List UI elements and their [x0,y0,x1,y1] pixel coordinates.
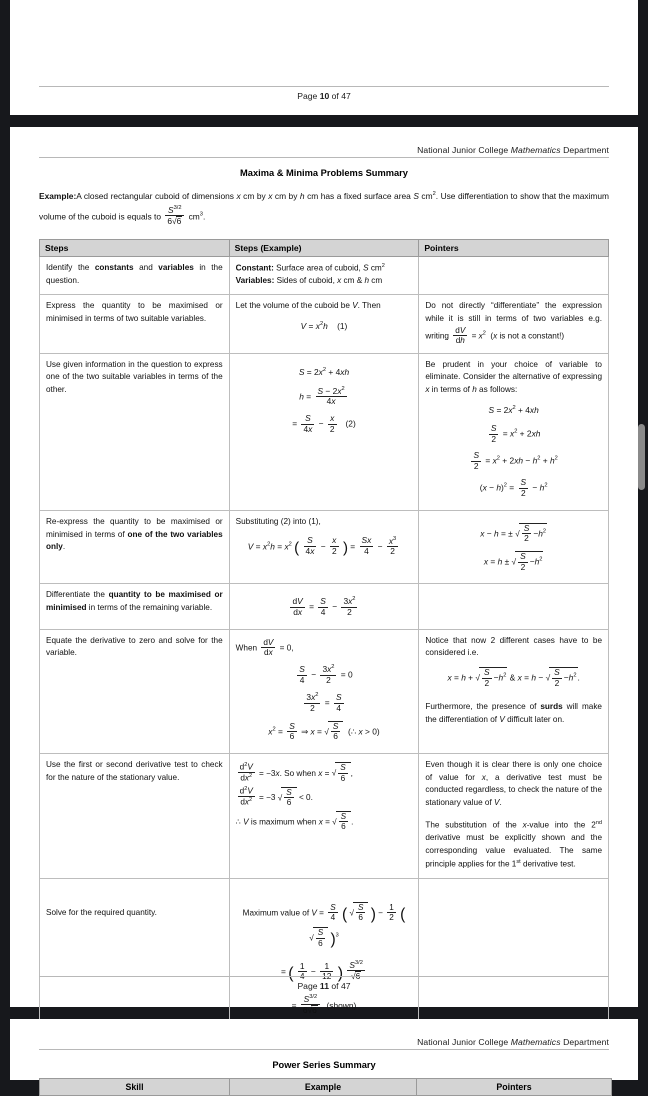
r8-f8: $\frac{S^{3/2}}{6√6}$ [301,994,320,1016]
cell-steps-7 [40,753,230,878]
cell-pointers-8 [419,879,609,1028]
page-title-12: Power Series Summary [272,1060,376,1070]
r2-eq-x: x [315,321,320,332]
r3-equation-3: = $\frac{S}{4x}$ − $\frac{x}{2}$ (2) [292,412,356,434]
sqrt-icon: √ $\frac{S}{6}$ [324,721,343,742]
example-units: cm [188,211,200,222]
frac-den-6: 6 [167,216,172,227]
footer-suffix-11: of 47 [329,981,351,991]
r4-s2: . [62,542,66,552]
r4-pf2: $\frac{S}{2}$ [520,551,526,572]
example-units-sup: 3 [199,211,203,218]
r2-intro-a: Let the volume of the cuboid be [235,301,353,311]
dept-text-italic: Mathematics [510,145,561,155]
r1-var-label: Variables: [235,276,275,286]
sqrt-icon: √ $\frac{S}{2}$ $-h^2$ [475,666,507,688]
r5-s2: in terms of the remaining variable. [86,603,213,613]
r1-variables-line [236,275,413,287]
r6-pf1: $\frac{S}{2}$ [484,666,490,688]
spacer [425,810,602,819]
r7-conclusion: ∴ V is maximum when x = √ $\frac{S}{6}$ . [235,811,354,831]
r6-when: When $\frac{dV}{dx}$ = 0, [235,637,294,657]
r1-s2: and [133,263,159,273]
r7-d2vdx2: $\frac{d^2V}{dx^2}$ [239,761,253,783]
sqrt-icon: √ $\frac{S}{6}$ [309,927,328,948]
r3pe1-S: S [488,404,495,415]
r2-equation-1: $V = x^2h$ (1) [300,321,348,332]
sqrt-icon: √6 [307,1005,317,1016]
sqrt-icon: √ $\frac{S}{6}$ [349,902,368,923]
r2-psup: 2 [482,330,486,337]
r3-steps: Use given information in the question to express one of the two suitable variables in terms of the other. [46,359,223,395]
r3-f2-den: 4x [303,423,313,434]
spacer [425,692,602,701]
r7-p1-V: V [494,798,500,808]
r6-dvdx: $\frac{dV}{dx}$ [263,637,274,657]
r3-equation-2: h = $\frac{S - 2x^2}{4x}$ [299,385,345,407]
r5-dvdx: $\frac{dV}{dx}$ [292,596,303,617]
r6-p2 [425,701,602,726]
r4-f3: $\frac{Sx}{4}$ [361,535,372,556]
r4-equation-1: $V = x^2h = x^2$ ( $\frac{S}{4x}$ − $\frac{x}{2}$ ) = $\frac{Sx}{4}$ − $\frac{x^3}{2}$ [247,535,397,557]
r2-dh: dh [455,336,465,346]
r8-f5: $\frac{1}{4}$ [299,960,305,982]
r8-equation-1: Maximum value of V = $\frac{S}{4}$ ( √ $\frac{S}{6}$ ) − $\frac{1}{2}$ ( √ $\frac{S}{6}$ )$^3$ [242,903,406,949]
page-footer-11 [39,976,609,991]
cell-example-6 [229,629,419,753]
r8-shown: (shown) [326,999,357,1010]
r8-equation-3: = $\frac{S^{3/2}}{6√6}$ (shown) [291,993,357,1016]
cell-steps-8 [40,879,230,1028]
r3-ph: h [472,385,477,395]
r3-p-eq-2: $\frac{S}{2}$ = $x^2 + 2xh$ [490,422,541,444]
sqrt-icon: √ $\frac{S}{6}$ [278,787,297,808]
r7-p2c: derivative must be explicitly shown and the corresponding value evaluated. The same principle applies for the 1 [425,833,602,869]
r6-p2a: Furthermore, the presence of [425,702,541,712]
r5-f1: $\frac{S}{4}$ [320,596,326,617]
r3-p-eq-1: $S = 2x^2 + 4xh$ [488,404,539,415]
r3-p-frac-2: $\frac{S}{2}$ [473,450,480,471]
table-row [40,510,609,584]
r7-f2: $\frac{S}{6}$ [286,787,292,808]
var-S-1: S [413,191,419,201]
r1-x: x [337,276,342,286]
example-text-3: cm by [272,191,300,201]
dept-text-2: Department [560,145,609,155]
page-footer-suffix: of 47 [329,91,351,101]
cell-pointers-1 [419,257,609,295]
r3-frac-3 [328,414,337,434]
department-header-12 [39,1037,609,1050]
column-header-example: Example [230,1079,417,1096]
r1-sup2: 2 [381,263,385,270]
r7-p1c: . [499,798,502,808]
r2-intro [236,300,413,313]
sqrt-icon: √ $\frac{S}{2}$ $-h^2$ [545,666,577,688]
r3-p3: as follows: [476,385,518,395]
r2-steps: Express the quantity to be maximised or minimised in terms of two suitable variables. [46,301,223,324]
table-row [40,295,609,353]
sqrt-icon: √ $\frac{S}{6}$ [332,811,351,832]
table-row [40,584,609,629]
r3-frac-1 [316,386,347,407]
column-header-skill: Skill [40,1079,230,1096]
r7-p1-x: x [481,772,486,782]
table-row [40,257,609,295]
r3-frac-2 [301,414,314,434]
example-frac-num [165,205,184,216]
page-title: Maxima & Minima Problems Summary [240,168,408,178]
r7-p2b: -value into the 2 [526,820,596,830]
sqrt-icon: √ $\frac{S}{2}$ $-h^2$ [511,551,543,572]
r4-pf1: $\frac{S}{2}$ [523,522,530,544]
dept12-text-1: National Junior College [417,1037,511,1047]
r3-x2: x [340,366,345,377]
r7-f3: $\frac{S}{6}$ [340,811,347,831]
r6-p2c: difficult later on. [504,714,565,724]
r2-dv: dV [455,325,466,335]
example-sup-2: 2 [432,191,436,198]
table-row [40,353,609,510]
r6-p2-V: V [499,714,505,724]
r8-f2: $\frac{S}{6}$ [357,903,364,923]
r3-f3-num: x [328,414,337,425]
document-page-11 [10,127,638,1016]
column-header-pointers: Pointers [419,240,609,257]
page-footer-prefix: Page [297,91,320,101]
r6-steps: Equate the derivative to zero and solve for the variable. [46,635,223,658]
r7-equation-2: $\frac{d^2V}{dx^2}$ = −3 √ $\frac{S}{6}$ < 0. [239,786,313,808]
maxima-minima-summary-table [39,239,609,1028]
sqrt-icon: √6 [351,971,361,982]
department-header-11 [39,145,609,158]
r3-p1: Be prudent in your choice of variable to eliminate. Consider the alternative of expressing [425,359,602,382]
r2-p1: Do not directly “differentiate” the expression while it is still in terms of two variables e.g. writing [425,301,602,341]
example-text-5: cm [418,191,433,201]
vertical-scrollbar-track[interactable] [637,0,646,1080]
r2-px: x [478,331,483,341]
example-text-1: A closed rectangular cuboid of dimensions [76,191,237,201]
r6-f3: $\frac{3x^2}{2}$ [306,692,319,713]
r6-p2b: will make the differentiation of [425,702,602,724]
example-text-6: . Use differentiation to show that the maximum volume of the cuboid is equals to [39,191,610,222]
page-footer-10 [39,86,609,101]
cell-example-7 [229,753,419,878]
r3-S: S [298,366,305,377]
frac-num-S: S [168,204,174,215]
r6-p1: Notice that now 2 different cases have to be considered i.e. [425,635,602,658]
r1-b2: variables [158,263,194,273]
example-text-2: cm by [240,191,269,201]
dept-text-1: National Junior College [417,145,511,155]
r1-var-val: Sides of cuboid, [274,276,338,286]
r4-f4: $\frac{x^3}{2}$ [388,535,397,556]
cell-example-2 [229,295,419,353]
sqrt-icon: √ $\frac{S}{6}$ [332,762,351,783]
r4-p-eq-2: x = h ± √ $\frac{S}{2}$ $-h^2$ [483,551,543,572]
r6-equation-2: $\frac{3x^2}{2}$ = $\frac{S}{4}$ [306,692,342,713]
table-row [40,879,609,1028]
cell-example-8 [229,879,419,1028]
r1-s3: in the question. [46,263,223,285]
r4-p-eq-1: x − h = ± √ $\frac{S}{2}$ $-h^2$ [480,522,547,544]
dept12-italic: Mathematics [510,1037,561,1047]
r6-equation-1: $\frac{S}{4}$ − $\frac{3x^2}{2}$ = 0 [299,664,353,685]
cell-example-5 [229,584,419,629]
cell-pointers-4 [419,510,609,584]
r1-unit: cm [368,263,382,273]
r1-s1: Identify the [46,263,95,273]
r4-intro: Substituting (2) into (1), [235,516,321,526]
cell-steps-1 [40,257,230,295]
r6-when-comma: , [291,642,294,652]
r2-px2: x [493,331,498,341]
cell-pointers-5 [419,584,609,629]
cell-pointers-3 [419,353,609,510]
vertical-scrollbar-thumb[interactable] [638,424,645,490]
r7-steps: Use the first or second derivative test to check for the nature of the stationary value. [46,759,223,782]
example-fraction [165,205,184,227]
cell-pointers-2: Do not directly “differentiate” the expression while it is still in terms of two variables e.g. writing $\frac{dV}{dh}$ = $x^2$ (x is not a constant!) [419,295,609,353]
r4-f1: $\frac{S}{4x}$ [305,535,315,556]
r7-p2 [425,819,602,871]
r7-d2vdx2-b: $\frac{d^2V}{dx^2}$ [239,786,253,808]
r1-var-val-c: cm [369,276,383,286]
r6-f5: $\frac{S}{6}$ [289,720,295,742]
r2-eq-tag: (1) [337,321,348,332]
r7-f1: $\frac{S}{6}$ [340,763,346,783]
r3-px: x [425,385,430,395]
r6-equation-3: $x^2$ = $\frac{S}{6}$ ⇒ x = √ $\frac{S}{6}$ (∴ x > 0) [268,720,380,742]
r4-f2: $\frac{x}{2}$ [331,535,337,556]
footer-number-11: 11 [319,981,330,991]
r3-p-frac-1: $\frac{S}{2}$ [490,422,497,444]
r7-p1 [425,759,602,810]
r2-eq-V: V [300,321,307,332]
r1-b1: constants [94,263,134,273]
cell-steps-2 [40,295,230,353]
frac-num-exp: 3/2 [173,204,182,211]
r7-p2-sup: nd [595,819,602,826]
column-header-steps: Steps [40,240,230,257]
cell-pointers-7 [419,753,609,878]
r7-equation-1: $\frac{d^2V}{dx^2}$ = −3x. So when x = √ $\frac{S}{6}$ , [239,761,353,783]
r2-V: V [352,301,358,311]
r2-intro-b: . Then [357,301,381,311]
r6-p-eq-1: x = h + √ $\frac{S}{2}$ $-h^2$ & x = h − √ $\frac{S}{2}$ $-h^2$. [447,666,580,688]
cell-steps-6 [40,629,230,753]
table-header-row [40,240,609,257]
r7-p1b: , a derivative test must be conducted regardless, to check the nature of the stationary value of [425,772,603,808]
example-label: Example: [39,191,77,201]
r8-f1: $\frac{S}{4}$ [330,903,336,923]
r6-f2: $\frac{3x^2}{2}$ [322,664,335,685]
cell-example-3 [229,353,419,510]
example-paragraph: Example:A closed rectangular cuboid of dimensions x cm by x cm by h cm has a fixed surface area S $cm^2$. Use differentiation to show that the maximum volume of the cuboid is equals to $\frac{S^{3/2}}{6√6}$ $cm^3$. [39,191,610,227]
r1-const-val: Surface area of cuboid, [273,263,364,273]
r3-sup: 2 [322,366,327,373]
cell-steps-3 [40,353,230,510]
r3-h: h [344,366,350,377]
sqrt-icon: √6 [171,216,182,227]
r3-p-eq-3: $\frac{S}{2}$ = $x^2 + 2xh - h^2 + h^2$ [473,450,558,471]
r8-label: Maximum value of [242,908,312,918]
r3-p-eq-4: $(x - h)^2$ = $\frac{S}{2}$ − $h^2$ [479,477,548,499]
document-page-10 [10,0,638,115]
r3-eq-tag: (2) [345,418,356,429]
r5-s1: Differentiate the [46,590,109,600]
r1-var-val-b: cm & [341,276,365,286]
r6-f4: $\frac{S}{4}$ [335,692,342,713]
table-row [40,629,609,753]
var-x-1: x [236,191,241,201]
r5-equation-1: $\frac{dV}{dx}$ = $\frac{S}{4}$ − $\frac{3x^2}{2}$ [292,596,356,617]
r3-x: x [318,366,323,377]
r1-S: S [363,263,369,273]
r6-f1: $\frac{S}{4}$ [299,664,305,685]
r3-equation-1: $S = 2x^2 + 4xh$ [298,366,350,377]
r3-p2: in terms of [429,385,473,395]
r6-pf2: $\frac{S}{2}$ [554,666,560,688]
r8-f4: $\frac{S}{6}$ [317,928,324,948]
r3-4: 4 [335,366,341,377]
dept12-text-2: Department [560,1037,609,1047]
r7-so: . So when [279,768,316,778]
r7-p2a: The substitution of the [425,820,523,830]
r1-h: h [364,276,370,286]
r4-b: one of the two variables only [46,529,223,552]
r3-p-frac-3: $\frac{S}{2}$ [520,477,527,499]
example-frac-den [165,216,184,227]
cell-pointers-6 [419,629,609,753]
table-row [40,753,609,878]
cell-steps-4 [40,510,230,584]
column-header-pointers-2: Pointers [417,1079,612,1096]
r1-constant-line [236,262,413,275]
page-footer-number: 10 [319,91,330,101]
r7-p2-x: x [522,820,527,830]
example-text-4: cm has a fixed surface area [304,191,414,201]
r6-f6: $\frac{S}{6}$ [332,720,339,742]
column-header-steps-example: Steps (Example) [229,240,419,257]
r5-f2: $\frac{3x^2}{2}$ [343,596,356,617]
r4-s1: Re-express the quantity to be maximised or minimised in terms of [46,516,223,539]
r3-h2: h [299,391,304,401]
document-page-12 [10,1019,638,1092]
r3-f1-den: 4x [326,396,336,407]
r5-b: quantity to be maximised or minimised [46,590,223,613]
var-h-1: h [299,191,305,201]
r7-p2-sup2: st [516,858,521,865]
cell-example-1 [229,257,419,295]
r6-p2-bold: surds [540,702,563,712]
footer-prefix-11: Page [297,981,320,991]
r3-f2-num: S [301,414,314,425]
r2-eq-sup: 2 [319,321,324,328]
r7-p2d: derivative test. [520,859,576,869]
r3-2: 2 [314,366,319,377]
r2-p2: is not a constant!) [497,331,565,341]
r8-steps: Solve for the required quantity. [46,908,157,917]
cell-example-4 [229,510,419,584]
r8-equation-2: = ( $\frac{1}{4}$ − $\frac{1}{12}$ ) $\frac{S^{3/2}}{√6}$ [281,959,363,982]
r3-f3-den: 2 [329,423,335,434]
r7-p1a: Even though it is clear there is only one choice of value for [425,759,602,782]
r8-f6: $\frac{1}{12}$ [322,960,332,982]
r2-eq-h: h [323,321,328,332]
power-series-summary-table [39,1078,612,1096]
r6-when-label: When [235,642,258,652]
r8-f3: $\frac{1}{2}$ [389,903,394,923]
r2-dvdh-fraction [453,326,467,346]
r8-f7: $\frac{S^{3/2}}{√6}$ [349,959,363,982]
table-header-row [40,1079,612,1096]
var-x-2: x [268,191,273,201]
r1-const-label: Constant: [235,263,274,273]
sqrt-icon: √ $\frac{S}{2}$ $-h^2$ [515,522,547,544]
r8-cube: 3 [335,932,339,939]
r3-f1-num: $S - 2x^2$ [317,385,345,396]
cell-steps-5 [40,584,230,629]
r7-concl-text: is maximum when [250,816,317,826]
